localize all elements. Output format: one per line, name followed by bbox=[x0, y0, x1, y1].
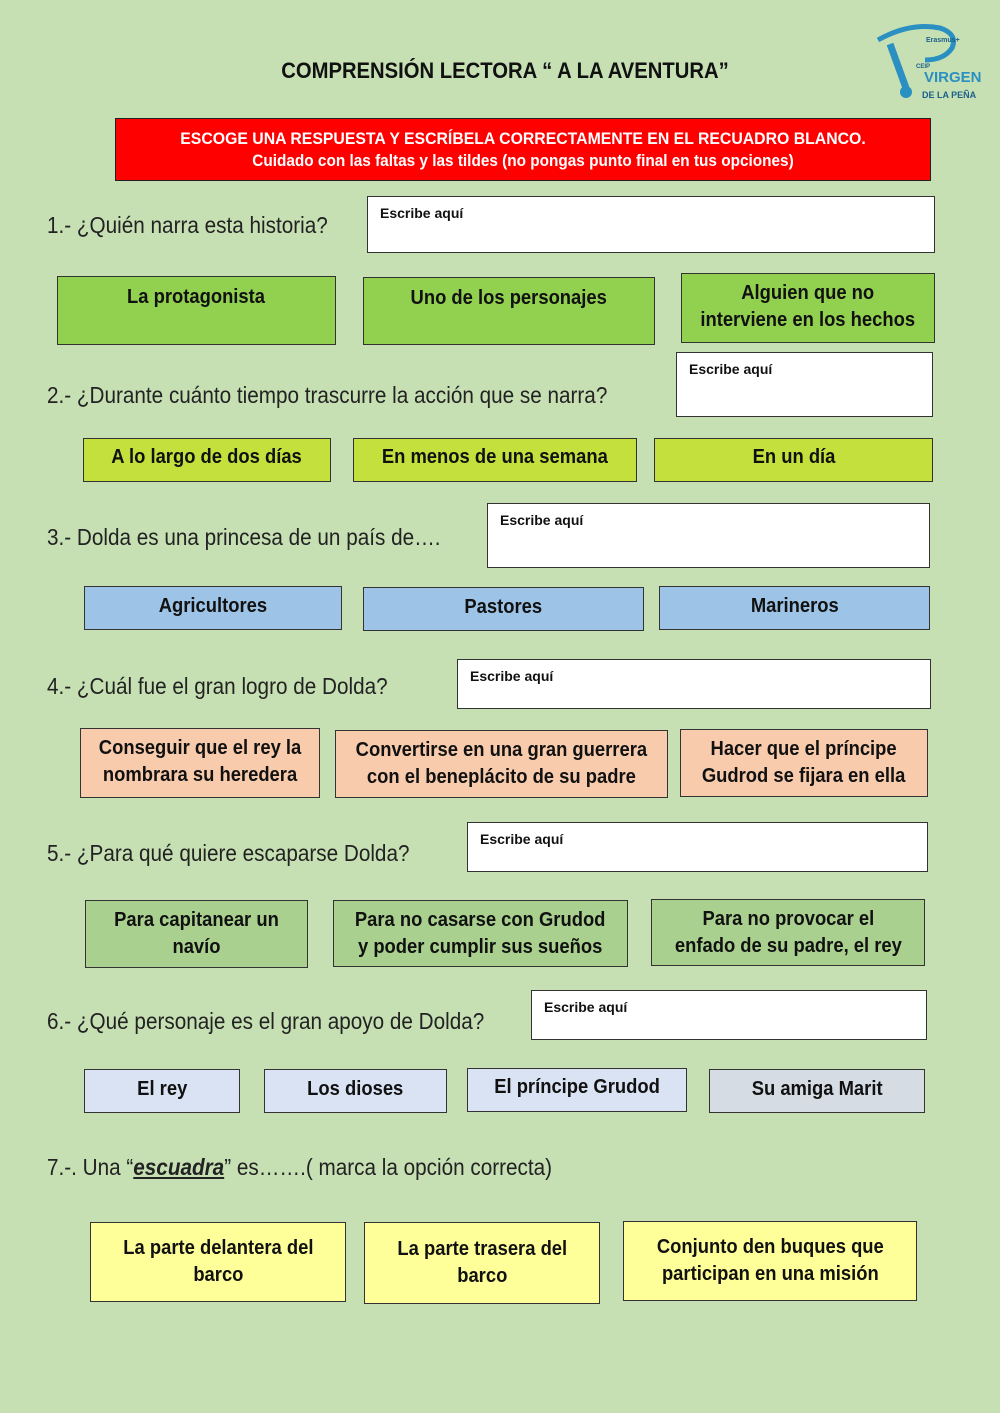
q7-option-1[interactable]: La parte delantera del barco bbox=[90, 1222, 346, 1302]
question-4: 4.- ¿Cuál fue el gran logro de Dolda? bbox=[47, 673, 388, 699]
q3-option-2[interactable]: Pastores bbox=[363, 587, 644, 631]
q4-option-2[interactable]: Convertirse en una gran guerrera con el beneplácito de su padre bbox=[335, 730, 668, 798]
answer-box-5[interactable]: Escribe aquí bbox=[467, 822, 928, 872]
instructions-line2: Cuidado con las faltas y las tildes (no pongas punto final en tus opciones) bbox=[252, 151, 794, 170]
q7-option-2[interactable]: La parte trasera del barco bbox=[364, 1222, 600, 1304]
q6-option-4[interactable]: Su amiga Marit bbox=[709, 1069, 925, 1113]
instructions-line1: ESCOGE UNA RESPUESTA Y ESCRÍBELA CORRECTAMENTE EN EL RECUADRO BLANCO. bbox=[180, 128, 866, 148]
q6-option-1[interactable]: El rey bbox=[84, 1069, 240, 1113]
q7-option-3[interactable]: Conjunto den buques que participan en una misión bbox=[623, 1221, 917, 1301]
question-6: 6.- ¿Qué personaje es el gran apoyo de Dolda? bbox=[47, 1008, 485, 1034]
question-7 bbox=[47, 1154, 552, 1181]
question-3: 3.- Dolda es una princesa de un país de…. bbox=[47, 524, 441, 550]
logo-brand: Erasmus+ bbox=[926, 37, 960, 44]
answer-box-6[interactable]: Escribe aquí bbox=[531, 990, 927, 1040]
q1-option-1[interactable]: La protagonista bbox=[57, 276, 336, 345]
q7-suffix: ” es…….( marca la opción correcta) bbox=[224, 1154, 553, 1180]
logo-line1: CEIP bbox=[916, 64, 931, 70]
question-1: 1.- ¿Quién narra esta historia? bbox=[47, 212, 328, 238]
q2-option-1[interactable]: A lo largo de dos días bbox=[83, 438, 331, 482]
q2-option-2[interactable]: En menos de una semana bbox=[353, 438, 637, 482]
q5-option-3[interactable]: Para no provocar el enfado de su padre, el rey bbox=[651, 899, 925, 966]
q2-option-3[interactable]: En un día bbox=[654, 438, 933, 482]
q6-option-2[interactable]: Los dioses bbox=[264, 1069, 447, 1113]
answer-box-1[interactable]: Escribe aquí bbox=[367, 196, 935, 253]
q5-option-2[interactable]: Para no casarse con Grudod y poder cumplir sus sueños bbox=[333, 900, 628, 967]
logo-line3: DE LA PEÑA bbox=[922, 90, 977, 100]
question-2: 2.- ¿Durante cuánto tiempo trascurre la acción que se narra? bbox=[47, 382, 608, 408]
q7-prefix: 7.-. Una “ bbox=[47, 1154, 134, 1180]
q3-option-1[interactable]: Agricultores bbox=[84, 586, 342, 630]
q4-option-1[interactable]: Conseguir que el rey la nombrara su heredera bbox=[80, 728, 320, 798]
q4-option-3[interactable]: Hacer que el príncipe Gudrod se fijara en ella bbox=[680, 729, 928, 797]
answer-box-2[interactable]: Escribe aquí bbox=[676, 352, 933, 417]
page-title: COMPRENSIÓN LECTORA “ A LA AVENTURA” bbox=[281, 58, 729, 83]
question-5: 5.- ¿Para qué quiere escaparse Dolda? bbox=[47, 840, 410, 866]
q5-option-1[interactable]: Para capitanear un navío bbox=[85, 900, 308, 968]
q6-option-3[interactable]: El príncipe Grudod bbox=[467, 1068, 687, 1112]
instructions-banner bbox=[115, 118, 931, 181]
answer-box-4[interactable]: Escribe aquí bbox=[457, 659, 931, 709]
q1-option-3[interactable]: Alguien que no interviene en los hechos bbox=[681, 273, 935, 343]
school-logo bbox=[870, 18, 982, 108]
q7-keyword: escuadra bbox=[133, 1154, 225, 1180]
logo-line2: VIRGEN bbox=[924, 69, 982, 86]
q1-option-2[interactable]: Uno de los personajes bbox=[363, 277, 655, 345]
answer-box-3[interactable]: Escribe aquí bbox=[487, 503, 930, 568]
q3-option-3[interactable]: Marineros bbox=[659, 586, 930, 630]
